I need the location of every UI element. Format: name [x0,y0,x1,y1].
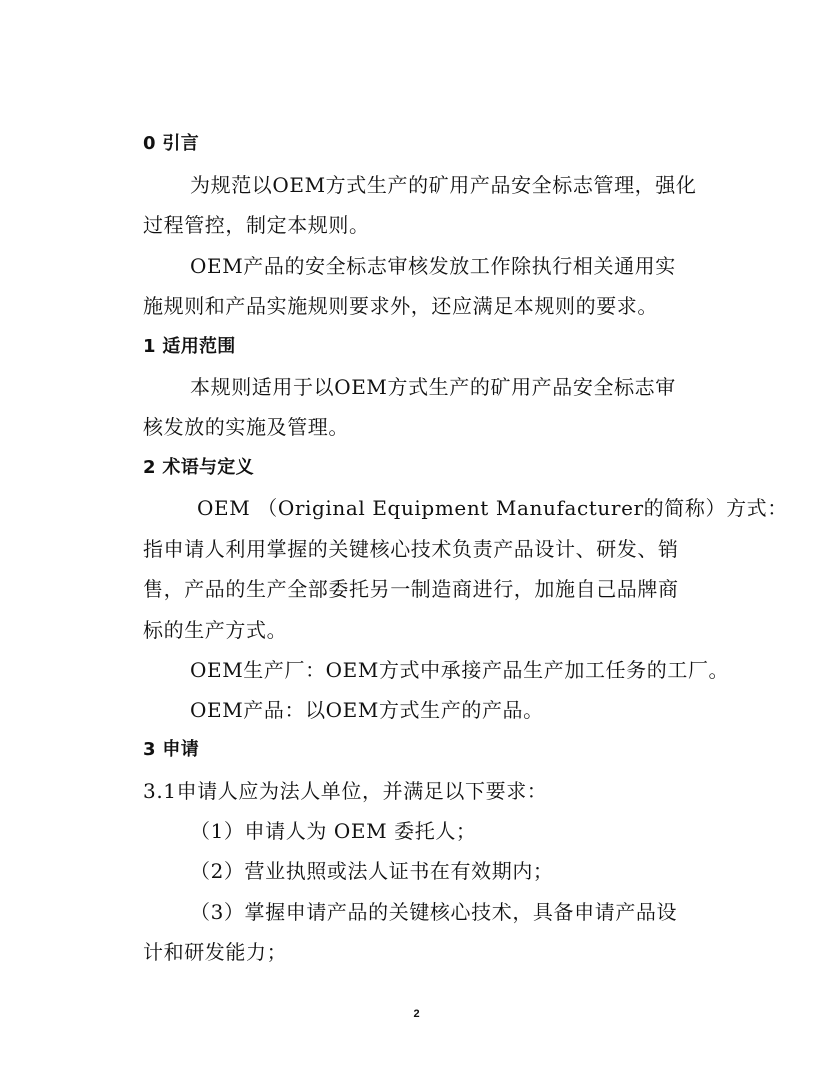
paragraph-line: OEM （Original Equipment Manufacturer的简称）方式： [197,496,788,520]
paragraph-line: OEM产品的安全标志审核发放工作除执行相关通用实 [190,254,676,278]
paragraph-line: 指申请人利用掌握的关键核心技术负责产品设计、研发、销 [143,537,679,561]
paragraph-line: 为规范以OEM方式生产的矿用产品安全标志管理，强化 [190,173,697,197]
paragraph-line: 过程管控，制定本规则。 [143,213,370,237]
paragraph-line: 标的生产方式。 [143,618,288,642]
paragraph-line: 本规则适用于以OEM方式生产的矿用产品安全标志审 [190,375,676,399]
list-item: （2）营业执照或法人证书在有效期内； [190,859,554,883]
paragraph-line: OEM产品：以OEM方式生产的产品。 [190,698,544,722]
list-item: （3）掌握申请产品的关键核心技术，具备申请产品设 [190,900,678,924]
paragraph-line: OEM生产厂：OEM方式中承接产品生产加工任务的工厂。 [190,658,730,682]
paragraph-line: 施规则和产品实施规则要求外，还应满足本规则的要求。 [143,294,658,318]
page-number: 2 [413,1008,420,1020]
section-heading-terms: 2 术语与定义 [143,457,254,478]
section-heading-intro: 0 引言 [143,133,199,154]
section-heading-application: 3 申请 [143,739,199,760]
section-heading-scope: 1 适用范围 [143,336,236,357]
paragraph-line: 核发放的实施及管理。 [143,415,349,439]
list-item: （1）申请人为 OEM 委托人； [190,819,477,843]
paragraph-line: 售，产品的生产全部委托另一制造商进行，加施自己品牌商 [143,577,679,601]
paragraph-line: 3.1申请人应为法人单位，并满足以下要求： [143,779,548,803]
list-item-continuation: 计和研发能力； [143,940,288,964]
